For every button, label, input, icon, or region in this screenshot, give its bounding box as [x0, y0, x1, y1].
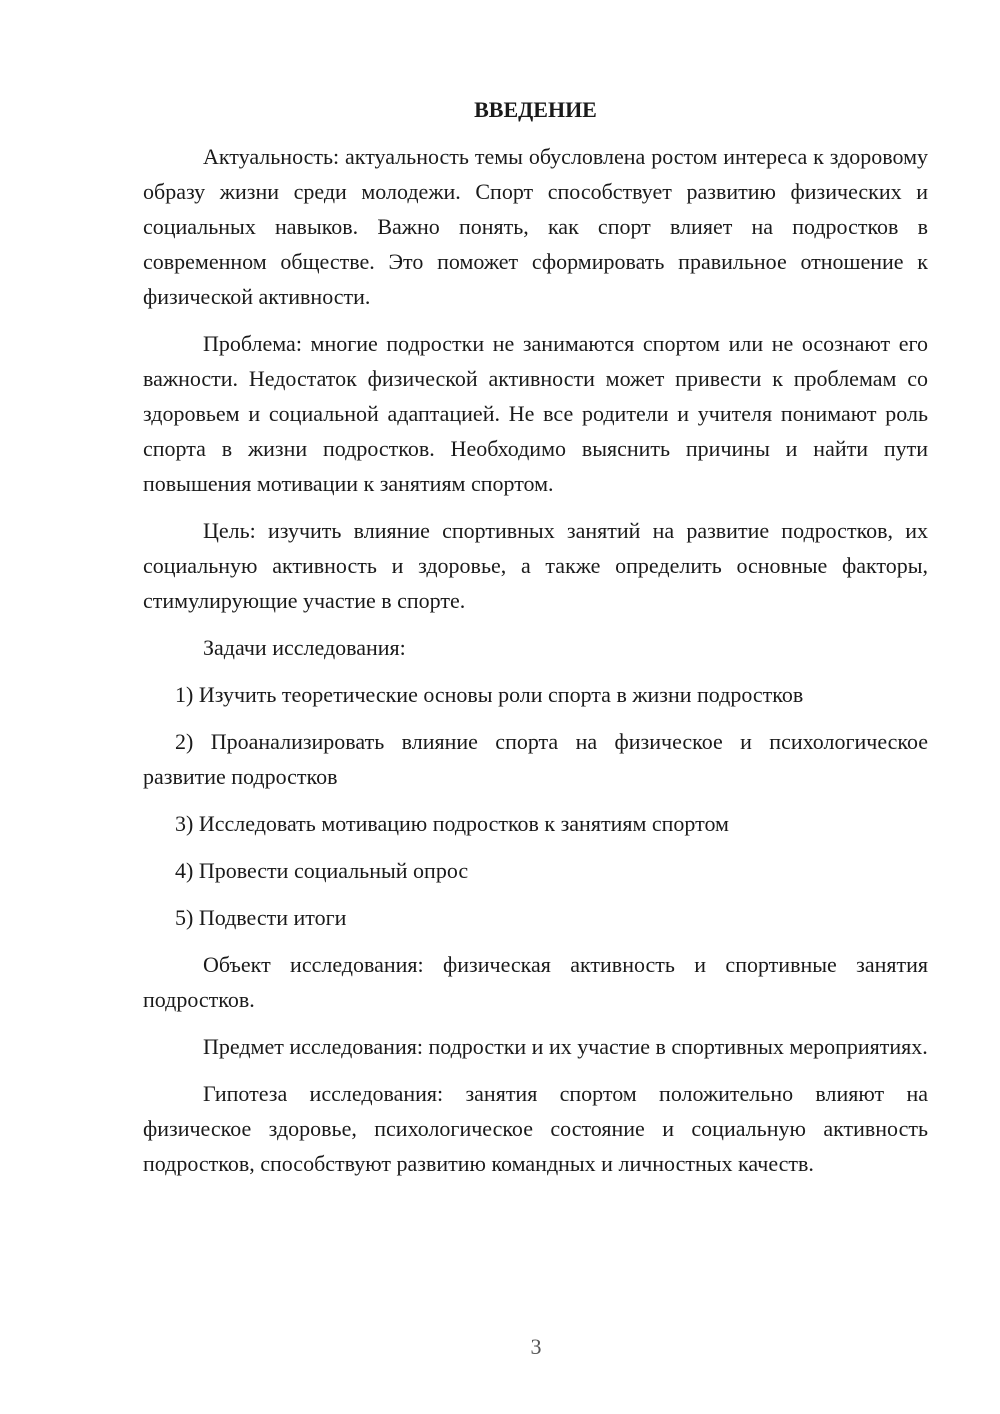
relevance-paragraph: Актуальность: актуальность темы обусловлена ростом интереса к здоровому образу жизни среди молодежи. Спорт способствует развитию физических и социальных навыков. Важно понять, как спорт влияет на подростков в современном обществе. Это поможет сформировать правильное отношение к физической активности.	[143, 144, 928, 309]
tasks-heading: Задачи исследования:	[203, 635, 406, 660]
goal-paragraph: Цель: изучить влияние спортивных занятий на развитие подростков, их социальную активность и здоровье, а также определить основные факторы, стимулирующие участие в спорте.	[143, 518, 928, 613]
problem-paragraph: Проблема: многие подростки не занимаются спортом или не осознают его важности. Недостаток физической активности может привести к проблемам со здоровьем и социальной адаптацией. Не все родители и учителя понимают роль спорта в жизни подростков. Необходимо выяснить причины и найти пути повышения мотивации к занятиям спортом.	[143, 331, 928, 496]
subject-paragraph: Предмет исследования: подростки и их участие в спортивных мероприятиях.	[203, 1034, 928, 1059]
section-title: ВВЕДЕНИЕ	[474, 97, 597, 122]
object-paragraph: Объект исследования: физическая активность и спортивные занятия подростков.	[143, 952, 928, 1012]
page-number: 3	[530, 1334, 542, 1359]
task-item-2: 2) Проанализировать влияние спорта на физическое и психологическое развитие подростков	[143, 729, 928, 789]
task-item-3: 3) Исследовать мотивацию подростков к занятиям спортом	[175, 811, 729, 836]
task-item-5: 5) Подвести итоги	[175, 905, 347, 930]
task-item-1: 1) Изучить теоретические основы роли спорта в жизни подростков	[175, 682, 804, 707]
page-content	[143, 92, 928, 1193]
hypothesis-paragraph: Гипотеза исследования: занятия спортом положительно влияют на физическое здоровье, психологическое состояние и социальную активность подростков, способствуют развитию командных и личностных качеств.	[143, 1081, 928, 1176]
task-item-4: 4) Провести социальный опрос	[175, 858, 469, 883]
